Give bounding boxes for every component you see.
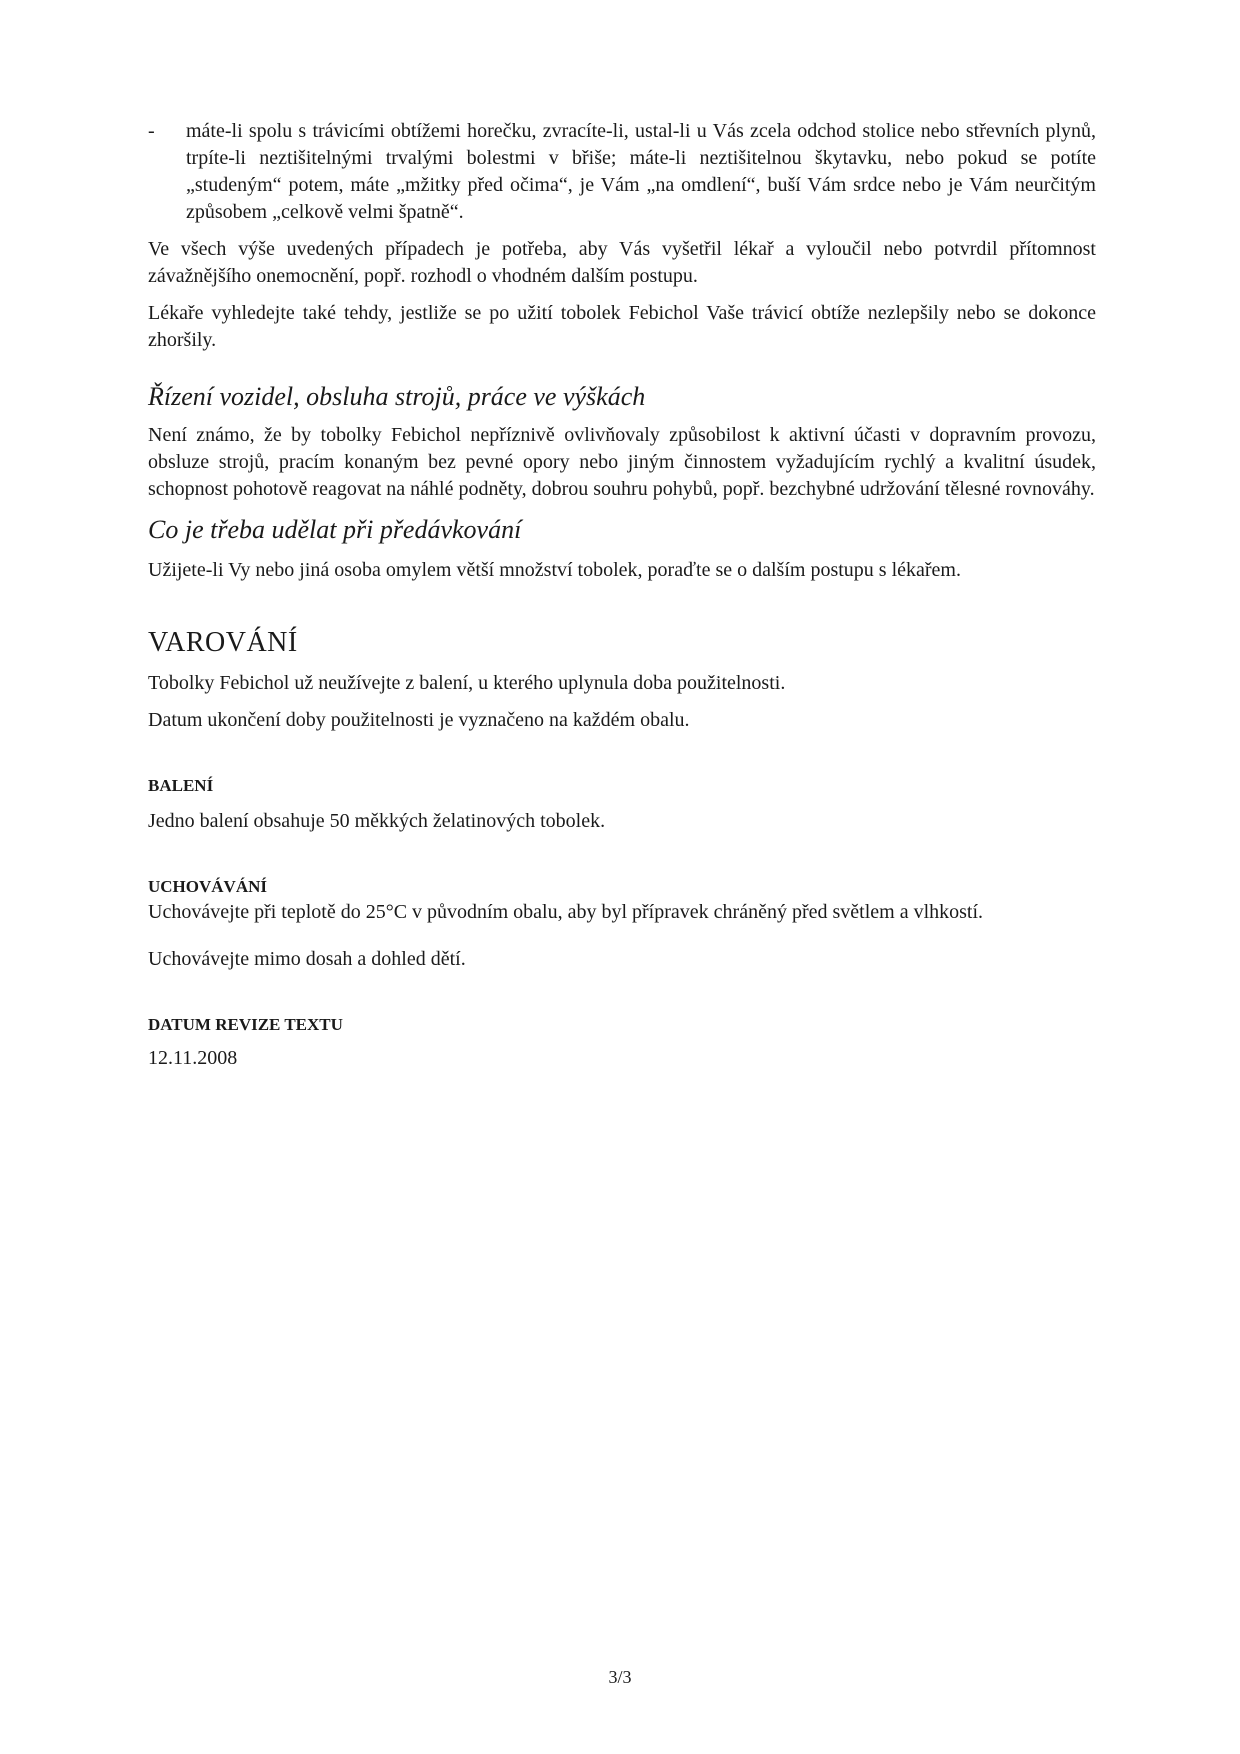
page-number: 3/3 xyxy=(608,1667,632,1687)
paragraph-exam: Ve všech výše uvedených případech je potřeba, aby Vás vyšetřil lékař a vyloučil nebo potvrdil přítomnost závažnějšího onemocnění, popř. rozhodl o vhodném dalším postupu. xyxy=(148,238,1096,287)
revision-date: 12.11.2008 xyxy=(148,1047,238,1069)
storage-text-2: Uchovávejte mimo dosah a dohled dětí. xyxy=(148,948,466,970)
packaging-heading: BALENÍ xyxy=(148,776,214,795)
overdose-text: Užijete-li Vy nebo jiná osoba omylem větší množství tobolek, poraďte se o dalším postupu s lékařem. xyxy=(148,559,961,581)
storage-heading: UCHOVÁVÁNÍ xyxy=(148,877,267,896)
storage-text-1: Uchovávejte při teplotě do 25°C v původním obalu, aby byl přípravek chráněný před světlem a vlhkostí. xyxy=(148,901,984,923)
driving-text: Není známo, že by tobolky Febichol nepříznivě ovlivňovaly způsobilost k aktivní účasti v dopravním provozu, obsluze strojů, pracím konaným bez pevné opory nebo jiným činnostem vyžadujícím rychlý a kvalitní úsudek, schopnost pohotově reagovat na náhlé podněty, dobrou souhru pohybů, popř. bezchybné udržování tělesné rovnováhy. xyxy=(148,424,1096,500)
warning-line-1: Tobolky Febichol už neužívejte z balení, u kterého uplynula doba použitelnosti. xyxy=(148,672,786,694)
revision-heading: DATUM REVIZE TEXTU xyxy=(148,1015,343,1034)
warning-line-2: Datum ukončení doby použitelnosti je vyznačeno na každém obalu. xyxy=(148,709,690,731)
paragraph-doctor: Lékaře vyhledejte také tehdy, jestliže se po užití tobolek Febichol Vaše trávicí obtíže nezlepšily nebo se dokonce zhoršily. xyxy=(148,302,1096,351)
overdose-heading: Co je třeba udělat při předávkování xyxy=(148,515,522,544)
document-page xyxy=(148,118,1096,1072)
bullet-item xyxy=(148,118,1096,226)
packaging-text: Jedno balení obsahuje 50 měkkých želatinových tobolek. xyxy=(148,810,606,832)
warning-heading: VAROVÁNÍ xyxy=(148,627,298,658)
bullet-dash: - xyxy=(148,120,155,142)
driving-heading: Řízení vozidel, obsluha strojů, práce ve výškách xyxy=(148,382,646,411)
bullet-text: máte-li spolu s trávicími obtížemi horečku, zvracíte-li, ustal-li u Vás zcela odchod stolice nebo střevních plynů, trpíte-li neztišitelnými trvalými bolestmi v břiše; máte-li neztišitelnou škytavku, nebo pokud se potíte „studeným“ potem, máte „mžitky před očima“, je Vám „na omdlení“, buší Vám srdce nebo je Vám neurčitým způsobem „celkově velmi špatně“. xyxy=(186,120,1096,223)
